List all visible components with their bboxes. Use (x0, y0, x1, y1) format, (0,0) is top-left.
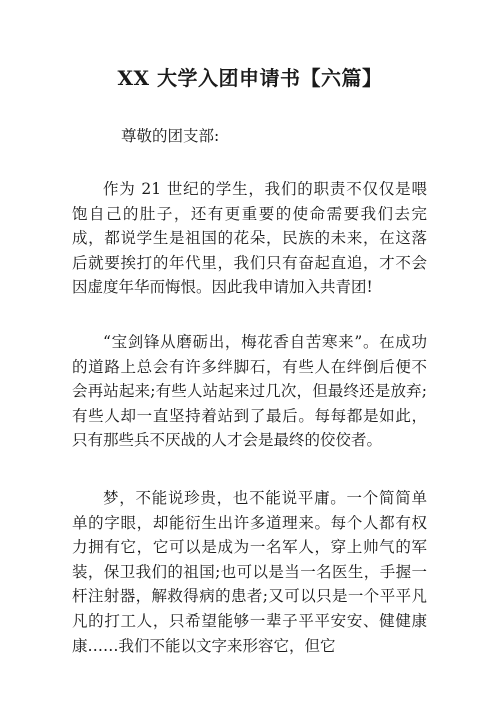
salutation: 尊敬的团支部: (121, 127, 220, 145)
document-title: XX 大学入团申请书【六篇】 (117, 66, 383, 90)
paragraph-3: 梦，不能说珍贵，也不能说平庸。一个简简单单的字眼，却能衍生出许多道理来。每个人都有权力拥有它，它可以是成为一名军人，穿上帅气的军装，保卫我们的祖国;也可以是当一名医生，手握一杆注射器，解救得病的患者;又可以只是一个平平凡凡的打工人，只希望能够一辈子平平安安、健健康康……我们不能以文字来形容它，但它 (72, 489, 427, 655)
paragraph-2: “宝剑锋从磨砺出，梅花香自苦寒来”。在成功的道路上总会有许多绊脚石，有些人在绊倒后便不会再站起来;有些人站起来过几次，但最终还是放弃;有些人却一直坚持着站到了最后。每每都是如此，只有那些兵不厌战的人才会是最终的佼佼者。 (72, 333, 427, 450)
paragraph-1: 作为 21 世纪的学生，我们的职责不仅仅是喂饱自己的肚子，还有更重要的使命需要我们去完成，都说学生是祖国的花朵，民族的未来，在这落后就要挨打的年代里，我们只有奋起直追，才不会因虚度年华而悔恨。因此我申请加入共青团! (72, 180, 427, 297)
